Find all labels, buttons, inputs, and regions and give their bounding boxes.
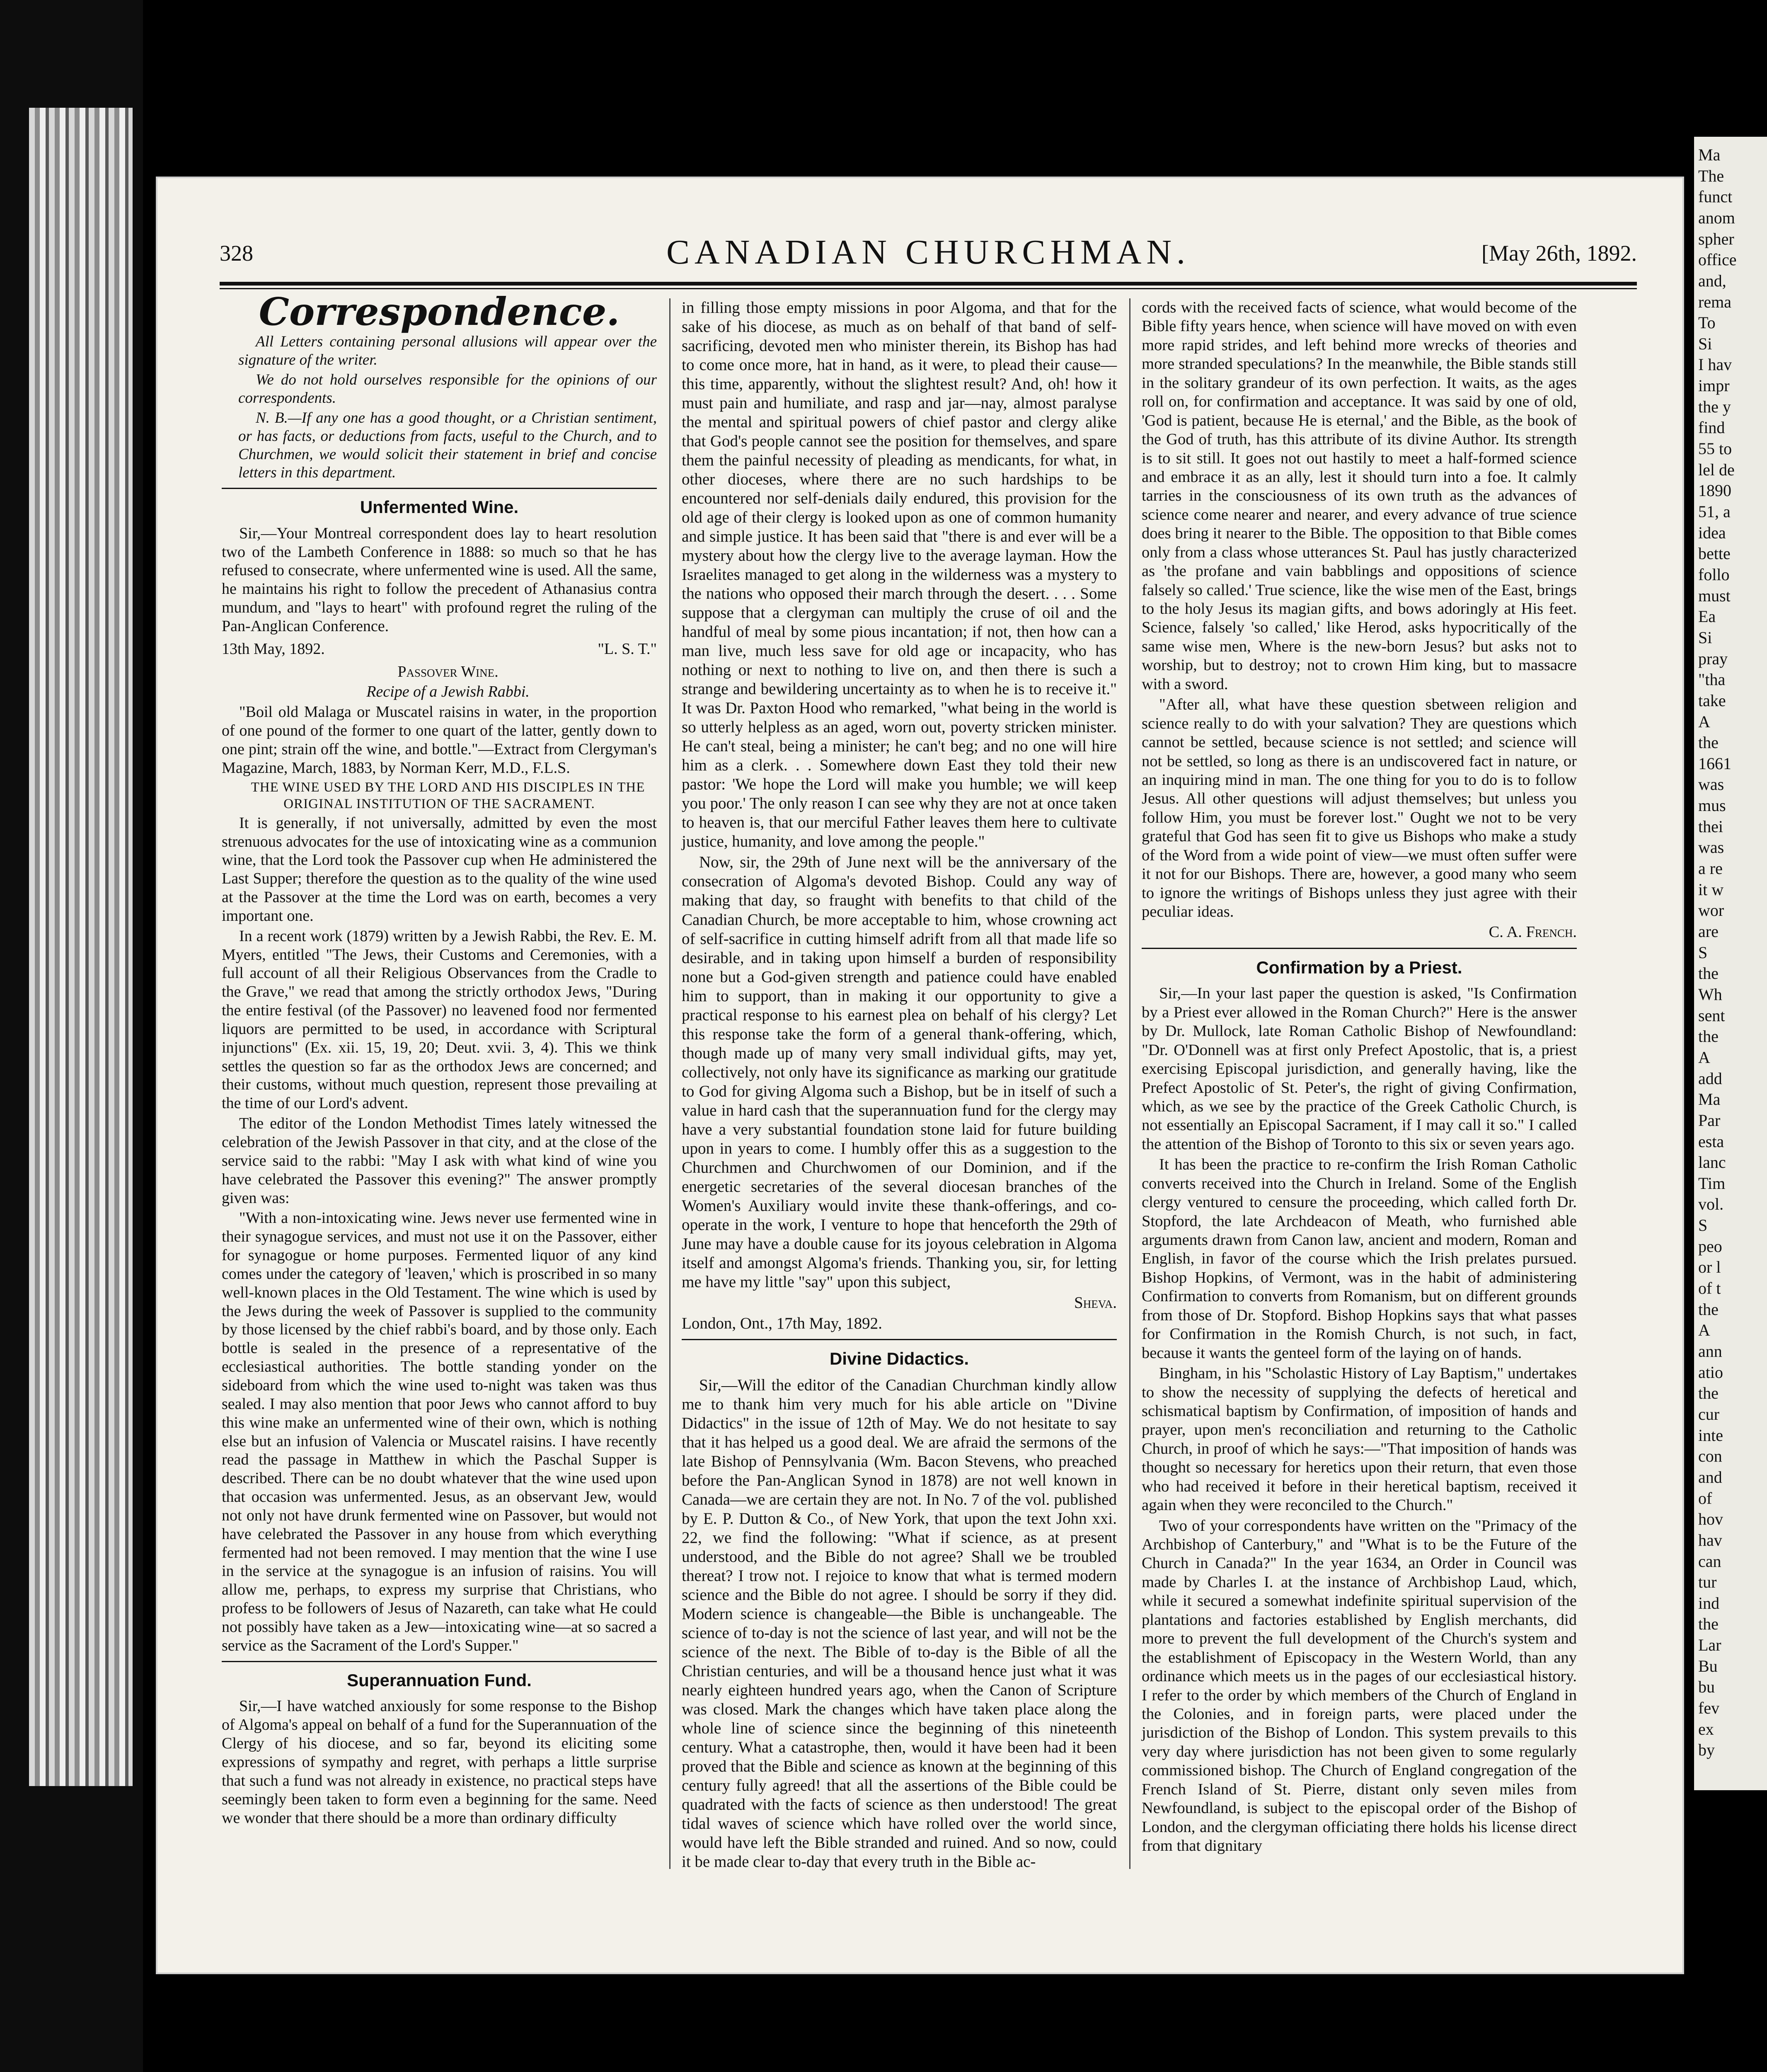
fragment-text: cur (1698, 1404, 1720, 1423)
fragment-text: atio (1698, 1363, 1723, 1382)
fragment-text: To (1698, 313, 1716, 332)
fragment-text: and (1698, 1467, 1722, 1486)
issue-date: [May 26th, 1892. (1481, 241, 1637, 266)
fragment-text: Si (1698, 628, 1712, 647)
newspaper-title: CANADIAN CHURCHMAN. (666, 233, 1191, 271)
fragment-text: thei (1698, 817, 1723, 836)
page-number: 328 (220, 241, 253, 266)
fragment-text: hav (1698, 1530, 1722, 1549)
fragment-text: I hav (1698, 355, 1732, 374)
article-paragraph: Sir,—I have watched anxiously for some response to the Bishop of Algoma's appeal on behalf of a fund for the Superannuation of the Clergy of his diocese, and so far, beyond its eliciting some expressions of sympathy and regret, with perhaps a little surprise that such a fund was not already in existence, no practical steps have seemingly been taken to form even a beginning for the same. Need we wonder that there should be a more than ordinary difficulty (222, 1697, 657, 1827)
fragment-text: Ma (1698, 145, 1721, 164)
fragment-text: find (1698, 418, 1725, 437)
fragment-text: esta (1698, 1132, 1724, 1151)
section-rule (682, 1339, 1117, 1340)
article-paragraph: Two of your correspondents have written on the "Primacy of the Archbishop of Canterbury," and "What is to be the Future of the Church in Canada?" In the year 1634, an Order in Council was made by Charles I. at the instance of Archbishop Laud, which, while it secured a somewhat indefinite spiritual supervision of the plantations and factories established by English merchants, did more to prevent the full development of the Church's system and the establishment of Episcopacy in the Western World, than any ordinance which meets us in the pages of our ecclesiastical history. I refer to the order by which members of the Church of England in the Colonies, and in foreign parts, were placed under the jurisdiction of the Bishop of London. This system prevails to this very day where jurisdiction has not been given to some regularly commissioned bishop. The Church of England congregation of the French Island of St. Pierre, distant only seven miles from Newfoundland, is subject to the episcopal order of the Bishop of London, and the clergyman officiating there holds his license direct from that dignitary (1142, 1517, 1577, 1854)
fragment-text: can (1698, 1552, 1721, 1571)
article-paragraph: It is generally, if not universally, admitted by even the most strenuous advocates for the use of intoxicating wine as a communion wine, that the Lord took the Passover cup when He administered the Last Supper; therefore the question as to the quality of the wine used at the Passover at the time the Lord was on earth, becomes a very important one. (222, 814, 657, 925)
subheading: Passover Wine. (397, 663, 499, 680)
fragment-text: office (1698, 250, 1737, 269)
section-rule (1142, 948, 1577, 949)
column-1 (222, 289, 657, 1829)
fragment-text: Ma (1698, 1090, 1721, 1109)
subheading: Recipe of a Jewish Rabbi. (366, 683, 530, 701)
letter-signature: C. A. French. (1489, 923, 1577, 941)
fragment-text: 1890 (1698, 481, 1731, 500)
fragment-text: A (1698, 712, 1710, 731)
fragment-text: Lar (1698, 1636, 1721, 1655)
fragment-text: impr (1698, 376, 1730, 395)
fragment-text: tur (1698, 1573, 1717, 1592)
fragment-text: bette (1698, 544, 1731, 563)
fragment-text: follo (1698, 565, 1730, 584)
fragment-text: the (1698, 964, 1719, 983)
page-stack-binding (29, 108, 133, 1786)
fragment-text: Bu (1698, 1656, 1718, 1675)
adjacent-page-fragment (1694, 137, 1767, 1790)
fragment-text: "tha (1698, 670, 1726, 689)
fragment-text: Si (1698, 334, 1712, 353)
article-title-unfermented-wine: Unfermented Wine. (360, 497, 519, 517)
column-2 (682, 298, 1117, 1873)
letter-signature: "L. S. T." (598, 640, 657, 658)
fragment-text: fev (1698, 1699, 1720, 1718)
article-paragraph: Sir,—Your Montreal correspondent does lay to heart resolution two of the Lambeth Conference in 1888: so much so that he has refused to consecrate, where unfermented wine is used. All the same, he maintains his right to follow the precedent of Athanasius contra mundum, and "lays to heart" with profound regret the ruling of the Pan-Anglican Conference. (222, 524, 657, 635)
fragment-text: 51, a (1698, 502, 1731, 521)
fragment-text: inte (1698, 1426, 1723, 1445)
fragment-text: peo (1698, 1237, 1722, 1256)
fragment-text: of (1698, 1489, 1712, 1508)
fragment-text: the y (1698, 397, 1731, 416)
article-title-divine-didactics: Divine Didactics. (829, 1348, 969, 1368)
fragment-text: the (1698, 1027, 1719, 1046)
article-title-superannuation: Superannuation Fund. (347, 1670, 532, 1690)
fragment-text: Ea (1698, 607, 1716, 626)
fragment-text: the (1698, 733, 1719, 752)
fragment-text: add (1698, 1069, 1722, 1088)
section-rule (222, 488, 657, 489)
fragment-text: ind (1698, 1593, 1720, 1612)
article-paragraph: "After all, what have these question sbetween religion and science really to do with your salvation? They are questions which cannot be settled, because science is not settled; and science will not be settled, so long as there is an undiscovered fact in nature, or an inquiring mind in man. The one thing for you to do is to follow Jesus. All other questions will adjust themselves; but unless you follow Him, you must be forever lost." Ought we not to be very grateful that God has seen fit to give us Bishops who make a study of the Word from a wide point of view—we must often suffer were it not for our Bishops. There are, however, a good many who seem to ignore the writings of Bishops unless they just agree with their peculiar ideas. (1142, 696, 1577, 920)
article-paragraph: Now, sir, the 29th of June next will be the anniversary of the consecration of Algoma's devoted Bishop. Could any way of making that day, so fraught with benefits to that child of the Canadian Church, be more acceptable to him, whose crowning act of self-sacrifice in cutting himself adrift from all that made life so desirable, and in taking upon himself a burden of responsibility none but a God-given strength and patience could have enabled him to support, than in making it our opportunity to give a practical response to his earnest plea on behalf of his clergy? Let this response take the form of a general thank-offering, which, though made up of many very small individual gifts, may yet, collectively, not only have its significance as marking our gratitude to God for giving Algoma such a Bishop, but be in itself of such a value in hard cash that the superannuation fund for the clergy may have a very substantial foundation stone laid for future building upon in years to come. I humbly offer this as a suggestion to the Churchmen and Churchwomen of our Dominion, and if the energetic secretaries of the several diocesan branches of the Women's Auxiliary would invite these thank-offerings, and co-operate in the work, I venture to hope that henceforth the 29th of June may have a double cause for its joyous celebration in Algoma itself and amongst Algoma's friends. Thanking you, sir, for letting me have my little "say" upon this subject, (682, 853, 1117, 1291)
article-paragraph: in filling those empty missions in poor Algoma, and that for the sake of his diocese, as much as on behalf of that band of self-sacrificing, devoted men who minister therein, its Bishop has had to come once more, hat in hand, as it were, to plead their cause—this time, apparently, without the slightest result? And, oh! how it must pain and humiliate, and rasp and jar—nay, almost paralyse the mental and spiritual powers of chief pastor and clergy alike that God's people cannot see the position for themselves, and spare them the painful necessity of pleading as mendicants, for what, in other dioceses, where there are no such hardships to be encountered nor self-denials daily endured, this provision for the old age of their clergy is looked upon as one of common humanity and simple justice. It has been said that "there is and ever will be a mystery about how the clergy live to the average layman. How the Israelites managed to get along in the wilderness was a mystery to the nations who opposed their march through the desert. . . . Some suppose that a clergyman can multiply the cruse of oil and the handful of meal by some pious incantation; if not, then how can a man live, much less save for old age or incapacity, who has nothing or next to nothing to live on, and then there is such a strange and bewildering uncertainty as to when he is to receive it." It was Dr. Paxton Hood who remarked, "what being in the world is so utterly helpless as an aged, worn out, poverty stricken minister. He can't steal, being a minister; he can't beg; and no one will hire him as a clerk. . . Somewhere down East they told their new pastor: 'We hope the Lord will make you humble; we will keep you poor.' The only reason I can see why they are not at once taken to heaven is, that our merciful Father leaves them here to cultivate justice, humanity, and love among the people." (682, 299, 1117, 851)
fragment-text: it w (1698, 880, 1724, 899)
fragment-text: the (1698, 1300, 1719, 1319)
newspaper-page (157, 178, 1682, 1973)
article-paragraph: Sir,—In your last paper the question is asked, "Is Confirmation by a Priest ever allowed in the Roman Church?" Here is the answer by Dr. Mullock, late Roman Catholic Bishop of Newfoundland: "Dr. O'Donnell was at first only Prefect Apostolic, that is, a priest exercising Episcopal jurisdiction, and generally having, like the Prefect Apostolic of St. Peter's, the right of giving Confirmation, which, as we see by the practice of the Greek Catholic Church, is not essentially an Episcopal Sacrament, if I may call it so." I called the attention of the Bishop of Toronto to this six or seven years ago. (1142, 985, 1577, 1153)
signature-row (222, 640, 657, 658)
fragment-text: must (1698, 586, 1731, 605)
fragment-text: a re (1698, 859, 1723, 878)
fragment-text: Tim (1698, 1174, 1726, 1193)
fragment-text: was (1698, 775, 1724, 794)
fragment-text: S (1698, 1216, 1708, 1235)
fragment-text: The (1698, 166, 1724, 185)
article-paragraph: cords with the received facts of science, what would become of the Bible fifty years hence, when science will have moved on with even more rapid strides, and left behind more wrecks of theories and more stranded speculations? In the meanwhile, the Bible stands still in the solitary grandeur of its own perfection. It waits, as the ages roll on, for confirmation and acceptance. It was said by one of old, 'God is patient, because He is eternal,' and the Bible, as the book of the God of truth, has this attribute of its divine Author. Its strength is to sit still. It goes not out hastily to meet a half-formed science and embrace it as an ally, lest it should turn into a foe. It calmly tarries in the consciousness of its own truth as the advances of science come nearer and nearer, and every advance of true science does bring it nearer to the Bible. The opposition to that Bible comes only from a class whose utterances St. Paul has justly characterized as 'the profane and vain babblings and oppositions of science falsely so called.' True science, like the wise men of the East, brings to the holy Jesus its magian gifts, and bows adoringly at His feet. Science, falsely 'so called,' like Herod, asks hypocritically of the same wise men, Where is the new-born Jesus? but asks not to worship, but to destroy; not to crown Him king, but to massacre with a sword. (1142, 299, 1577, 693)
fragment-text: or l (1698, 1258, 1721, 1277)
header-rule (220, 282, 1637, 289)
fragment-text: 1661 (1698, 754, 1731, 773)
fragment-text: A (1698, 1321, 1710, 1340)
article-paragraph: It has been the practice to re-confirm the Irish Roman Catholic converts received into the Church in Ireland. Some of the English clergy ventured to censure the proceeding, which called forth Dr. Stopford, the late Archdeacon of Meath, who furnished able arguments drawn from Canon law, ancient and modern, Roman and English, in favor of the course which the Irish prelates pursued. Bishop Hopkins, of Vermont, was in the habit of administering Confirmation to converts from Romanism, but on different grounds from those of Dr. Stopford. Bishop Hopkins says that what passes for Confirmation in the Romish Church, is not such, in fact, because it wants the genteel form of the laying on of hands. (1142, 1156, 1577, 1362)
article-paragraph: "With a non-intoxicating wine. Jews never use fermented wine in their synagogue services, and must not use it on the Passover, either for synagogue or home purposes. Fermented liquor of any kind comes under the category of 'leaven,' which is proscribed in so many well-known places in the Old Testament. The wine which is used by the Jews during the week of Passover is supplied to the community by those licensed by the chief rabbi's board, and by those only. Each bottle is sealed in the presence of a representative of the ecclesiastical authorities. The bottle standing yonder on the sideboard from which the wine used to-night was taken was thus sealed. I may also mention that poor Jews who cannot afford to buy this wine make an unfermented wine of their own, which is nothing else but an infusion of Valencia or Muscatel raisins. I have recently read the passage in Matthew in which the Paschal Supper is described. There can be no doubt whatever that the wine used upon that occasion was unfermented. Jesus, as an observant Jew, would not only not have drunk fermented wine on Passover, but would not have celebrated the Passover in any house from which everything fermented had not been removed. I may mention that the wine I use in the service at the synagogue is an infusion of raisins. You will allow me, perhaps, to express my surprise that Christians, who profess to be followers of Jesus of Nazareth, can take what He could not possibly have taken as a Jew—intoxicating wine—at so sacred a service as the Sacrament of the Lord's Supper." (222, 1209, 657, 1654)
fragment-text: pray (1698, 649, 1728, 668)
page-header (220, 232, 1637, 278)
fragment-text: hov (1698, 1510, 1723, 1529)
column-3 (1142, 298, 1577, 1857)
fragment-text: sent (1698, 1006, 1725, 1025)
fragment-text: Par (1698, 1111, 1721, 1130)
fragment-text: Wh (1698, 985, 1722, 1004)
article-title-confirmation: Confirmation by a Priest. (1256, 957, 1462, 977)
fragment-text: anom (1698, 208, 1735, 227)
fragment-text: bu (1698, 1677, 1715, 1697)
fragment-text: lanc (1698, 1153, 1726, 1172)
letter-signature: Sheva. (1074, 1293, 1117, 1312)
fragment-text: ann (1698, 1342, 1722, 1360)
fragment-text: vol. (1698, 1195, 1724, 1214)
fragment-text: funct (1698, 187, 1733, 206)
fragment-text: idea (1698, 523, 1726, 542)
letter-place-date: London, Ont., 17th May, 1892. (682, 1314, 882, 1332)
fragment-text: take (1698, 691, 1726, 710)
fragment-text: con (1698, 1447, 1722, 1466)
fragment-text: the (1698, 1615, 1719, 1634)
column-divider (1129, 298, 1130, 1869)
fragment-text: S (1698, 943, 1708, 962)
article-paragraph: Bingham, in his "Scholastic History of Lay Baptism," undertakes to show the necessity of supplying the defects of heretical and schismatical baptism by Confirmation, of imposition of hands and prayer, upon men's reconciliation and returning to the Catholic Church, in proof of which he says:—"That imposition of hands was thought so necessary for heretics upon their return, that even those who had received it before in their heretical baptism, received it again when they were reconciled to the Church." (1142, 1365, 1577, 1514)
editorial-notice: N. B.—If any one has a good thought, or a Christian sentiment, or has facts, or deductions from facts, useful to the Church, and to Churchmen, we would solicit their statement in brief and concise letters in this department. (238, 409, 657, 481)
correspondence-heading: Correspondence. (259, 289, 620, 334)
fragment-text: and, (1698, 271, 1726, 290)
fragment-text: ex (1698, 1719, 1714, 1738)
column-divider (669, 298, 670, 1869)
fragment-text: rema (1698, 292, 1731, 311)
fragment-text: are (1698, 922, 1719, 941)
fragment-text: 55 to (1698, 439, 1732, 458)
letter-date: 13th May, 1892. (222, 640, 325, 658)
fragment-text: mus (1698, 796, 1726, 815)
fragment-text: was (1698, 838, 1724, 857)
fragment-text: A (1698, 1048, 1710, 1067)
section-rule (222, 1661, 657, 1662)
article-paragraph: "Boil old Malaga or Muscatel raisins in water, in the proportion of one pound of the former to one quart of the latter, gently down to one pint; strain off the wine, and bottle."—Extract from Clergyman's Magazine, March, 1883, by Norman Kerr, M.D., F.L.S. (222, 703, 657, 777)
fragment-text: spher (1698, 229, 1734, 248)
fragment-text: the (1698, 1384, 1719, 1403)
article-paragraph: The editor of the London Methodist Times lately witnessed the celebration of the Jewish Passover in that city, and at the close of the service said to the rabbi: "May I ask with what kind of wine you have celebrated the Passover this evening?" The answer promptly given was: (222, 1115, 657, 1207)
fragment-text: by (1698, 1740, 1715, 1760)
article-paragraph: Sir,—Will the editor of the Canadian Churchman kindly allow me to thank him very much for his able article on "Divine Didactics" in the issue of 12th of May. We do not hesitate to say that it has helped us a good deal. We are afraid the sermons of the late Bishop of Pennsylvania (Wm. Bacon Stevens, who preached before the Pan-Anglican Synod in 1878) are not well known in Canada—we are certain they are not. In No. 7 of the vol. published by E. P. Dutton & Co., of New York, that upon the text John xxi. 22, we find the following: "What if science, as at present understood, and the Bible do not agree? Shall we be troubled thereat? I trow not. I rejoice to know that what is termed modern science and the Bible do not agree. I should be sorry if they did. Modern science is changeable—the Bible is unchangeable. The science of to-day is not the science of last year, and will not be the science of the next. The Bible of to-day is the Bible of all the Christian centuries, and will be a thousand hence just what it was nearly eighteen hundred years ago, when the Canon of Scripture was closed. Mark the changes which have taken place along the whole line of science since the beginning of this nineteenth century. What a catastrophe, then, would it have been had it been proved that the Bible and science as known at the beginning of this century fully agreed! that all the assertions of the Bible could be quadrated with the facts of science as then understood! The great tidal waves of science which have rolled over the world since, would have left the Bible stranded and ruined. And so now, could it be made clear to-day that every truth in the Bible ac- (682, 1376, 1117, 1871)
editorial-notice: We do not hold ourselves responsible for the opinions of our correspondents. (238, 371, 657, 407)
fragment-text: wor (1698, 901, 1724, 920)
editorial-notice: All Letters containing personal allusions will appear over the signature of the writer. (238, 333, 657, 368)
subheading: THE WINE USED BY THE LORD AND HIS DISCIPLES IN THE ORIGINAL INSTITUTION OF THE SACRAMENT. (251, 779, 645, 811)
article-paragraph: In a recent work (1879) written by a Jewish Rabbi, the Rev. E. M. Myers, entitled "The Jews, their Customs and Ceremonies, with a full account of all their Religious Observances from the Cradle to the Grave," we read that among the strictly orthodox Jews, "During the entire festival (of the Passover) no leavened food nor fermented liquors are permitted to be used, in accordance with Scriptural injunctions" (Ex. xii. 15, 19, 20; Deut. xvii. 3, 4). This we think settles the question so far as the orthodox Jews are concerned; and their customs, without much question, represent those prevailing at the time of our Lord's advent. (222, 927, 657, 1112)
fragment-text: lel de (1698, 460, 1735, 479)
fragment-text: of t (1698, 1279, 1721, 1298)
